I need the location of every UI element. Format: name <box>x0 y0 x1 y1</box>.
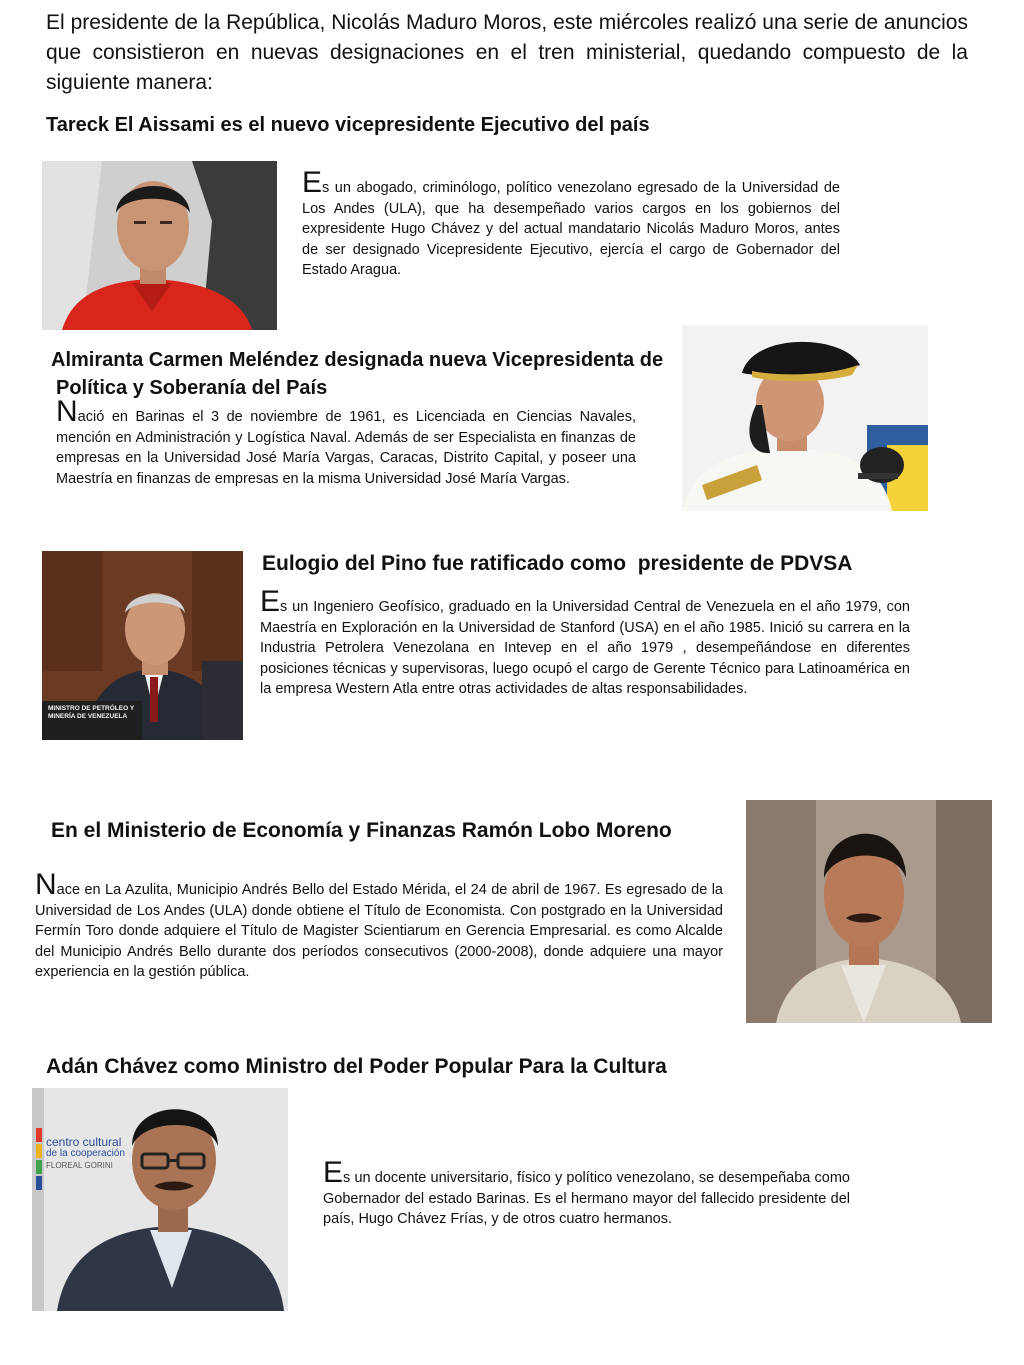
section-3-text: s un Ingeniero Geofísico, graduado en la Universidad Central de Venezuela en el año 1979, con Maestría en Exploración en la Universidad de Stanford (USA) en el año 1985. Inició su carrera en la Industria Petrolera Venezolana en Intevep en el año 1979 , desempeñándose en diferentes posiciones técnicas y supervisoras, luego ocupó el cargo de Gerente Técnico para Latinoamérica en la empresa Western Atla entre otras actividades de altas responsabilidades. <box>260 599 910 697</box>
photo-carmen-melendez <box>682 325 928 511</box>
section-4-headline: En el Ministerio de Economía y Finanzas Ramón Lobo Moreno <box>51 819 672 842</box>
section-5-headline: Adán Chávez como Ministro del Poder Popular Para la Cultura <box>46 1055 667 1078</box>
section-2-headline <box>51 346 681 402</box>
section-1-text: s un abogado, criminólogo, político venezolano egresado de la Universidad de Los Andes (ULA), que ha desempeñado varios cargos en los gobiernos del expresidente Hugo Chávez y del actual mandatario Nicolás Maduro Moros, antes de ser designado Vicepresidente Ejecutivo, ejercía el cargo de Gobernador del Estado Aragua. <box>302 180 840 278</box>
section-1-initial: E <box>302 166 323 199</box>
section-2-headline-line1: Almiranta Carmen Meléndez designada nueva Vicepresidenta de <box>51 349 664 371</box>
photo-sign-text <box>46 1136 126 1172</box>
section-5-body <box>323 1156 850 1230</box>
section-4-initial: N <box>35 868 57 901</box>
photo-tareck-el-aissami <box>42 161 277 330</box>
sign-line1: centro cultural <box>46 1135 122 1149</box>
section-2-text: ació en Barinas el 3 de noviembre de 1961, es Licenciada en Ciencias Navales, mención en Administración y Logística Naval. Además de ser Especialista en finanzas de empresas en la Universidad José María Vargas, Caracas, Distrito Capital, y poseer una Maestría en finanzas de empresas en la misma Universidad José María Vargas. <box>56 409 636 487</box>
section-4-text: ace en La Azulita, Municipio Andrés Bello del Estado Mérida, el 24 de abril de 1967. Es egresado de la Universidad de Los Andes (ULA) donde obtiene el Título de Economista. Con postgrado en la Universidad Fermín Toro donde adquiere el Título de Magister Scientiarum en Gerencia Empresarial. es como Alcalde del Municipio Andrés Bello durante dos períodos consecutivos (2000-2008), donde adquiere una mayor experiencia en la gestión pública. <box>35 882 723 980</box>
photo-ramon-lobo-moreno <box>746 800 992 1023</box>
section-1-body <box>302 166 840 281</box>
section-5-initial: E <box>323 1156 344 1189</box>
section-2-headline-line2: Política y Soberanía del País <box>56 377 328 399</box>
section-3-body <box>260 585 910 700</box>
sign-line3: FLOREAL GORINI <box>46 1161 113 1170</box>
section-1-headline: Tareck El Aissami es el nuevo vicepresidente Ejecutivo del país <box>46 114 650 136</box>
photo-nameplate <box>48 705 140 721</box>
section-4-body <box>35 868 723 983</box>
section-3-initial: E <box>260 585 281 618</box>
sign-line2: de la cooperación <box>46 1148 125 1159</box>
section-2-body <box>56 395 636 489</box>
nameplate-line1: MINISTRO DE PETRÓLEO Y <box>48 705 135 712</box>
nameplate-line2: MINERÍA DE VENEZUELA <box>48 713 128 720</box>
section-5-text: s un docente universitario, físico y político venezolano, se desempeñaba como Gobernador del estado Barinas. Es el hermano mayor del fallecido presidente del país, Hugo Chávez Frías, y de otros cuatro hermanos. <box>323 1170 850 1227</box>
section-3-headline: Eulogio del Pino fue ratificado como presidente de PDVSA <box>262 552 853 575</box>
photo-eulogio-del-pino <box>42 551 243 740</box>
photo-adan-chavez <box>32 1088 288 1311</box>
section-2-initial: N <box>56 395 78 428</box>
intro-paragraph: El presidente de la República, Nicolás Maduro Moros, este miércoles realizó una serie de anuncios que consistieron en nuevas designaciones en el tren ministerial, quedando compuesto de la siguiente manera: <box>46 11 968 94</box>
